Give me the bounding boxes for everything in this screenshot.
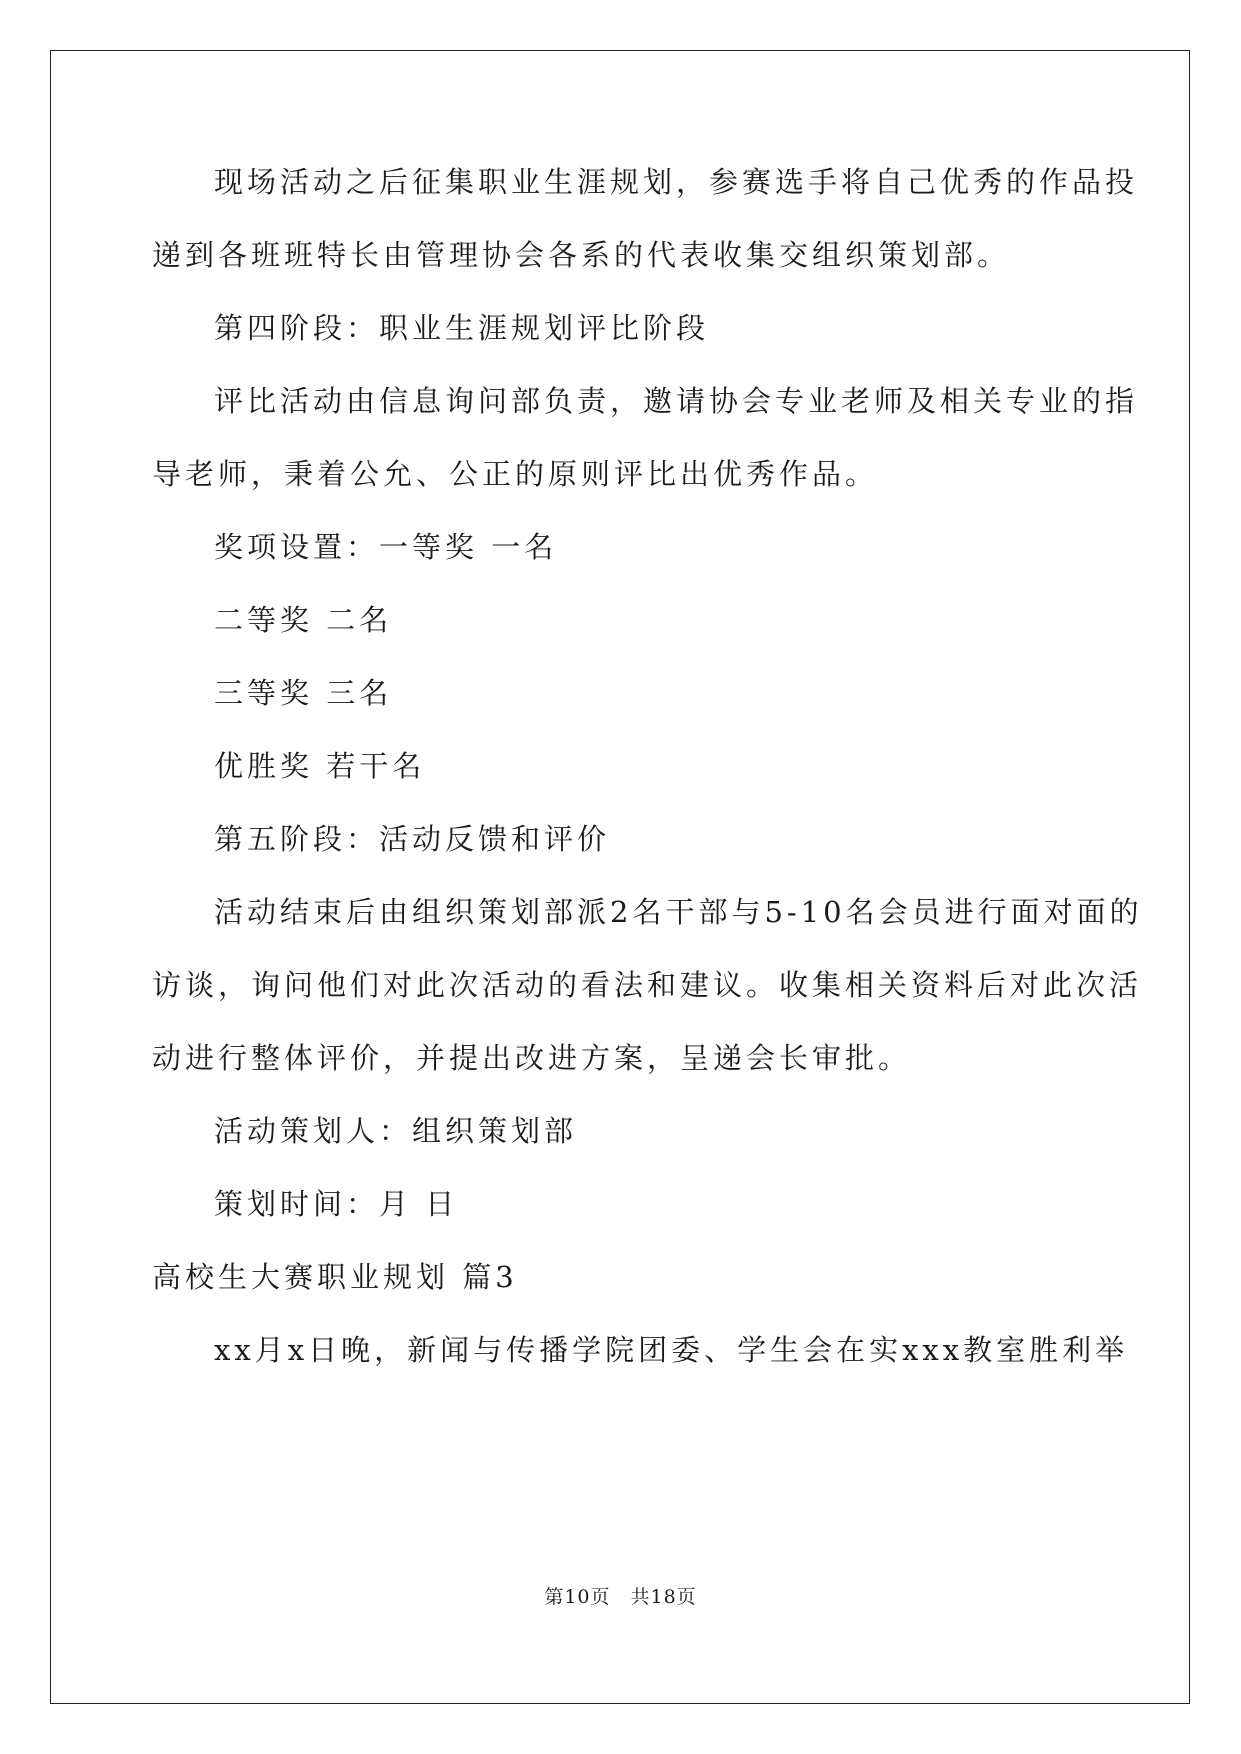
paragraph-line: 递到各班班特长由管理协会各系的代表收集交组织策划部。 bbox=[152, 238, 1011, 272]
paragraph-line: 访谈，询问他们对此次活动的看法和建议。收集相关资料后对此次活 bbox=[152, 968, 1143, 1002]
page-number-footer: 第10页 共18页 bbox=[544, 1586, 697, 1608]
paragraph-line: 动进行整体评价，并提出改进方案，呈递会长审批。 bbox=[152, 1041, 912, 1075]
paragraph-line: 评比活动由信息询问部负责，邀请协会专业老师及相关专业的指 bbox=[214, 384, 1139, 418]
paragraph-line: 现场活动之后征集职业生涯规划，参赛选手将自己优秀的作品投 bbox=[214, 165, 1139, 199]
award-line: 优胜奖 若干名 bbox=[214, 749, 426, 783]
article-title: 高校生大赛职业规划 篇3 bbox=[152, 1260, 518, 1294]
page-border bbox=[50, 50, 1190, 1704]
section-heading: 第五阶段：活动反馈和评价 bbox=[214, 822, 611, 856]
paragraph-line: 导老师，秉着公允、公正的原则评比出优秀作品。 bbox=[152, 457, 879, 491]
planner-line: 活动策划人：组织策划部 bbox=[214, 1114, 578, 1148]
paragraph-line: xx月x日晚，新闻与传播学院团委、学生会在实xxx教室胜利举 bbox=[214, 1333, 1129, 1367]
paragraph-line: 活动结束后由组织策划部派2名干部与5-10名会员进行面对面的 bbox=[214, 895, 1143, 929]
award-line: 奖项设置：一等奖 一名 bbox=[214, 530, 558, 564]
plan-date-line: 策划时间：月 日 bbox=[214, 1187, 459, 1221]
section-heading: 第四阶段：职业生涯规划评比阶段 bbox=[214, 311, 710, 345]
award-line: 三等奖 三名 bbox=[214, 676, 393, 710]
award-line: 二等奖 二名 bbox=[214, 603, 393, 637]
